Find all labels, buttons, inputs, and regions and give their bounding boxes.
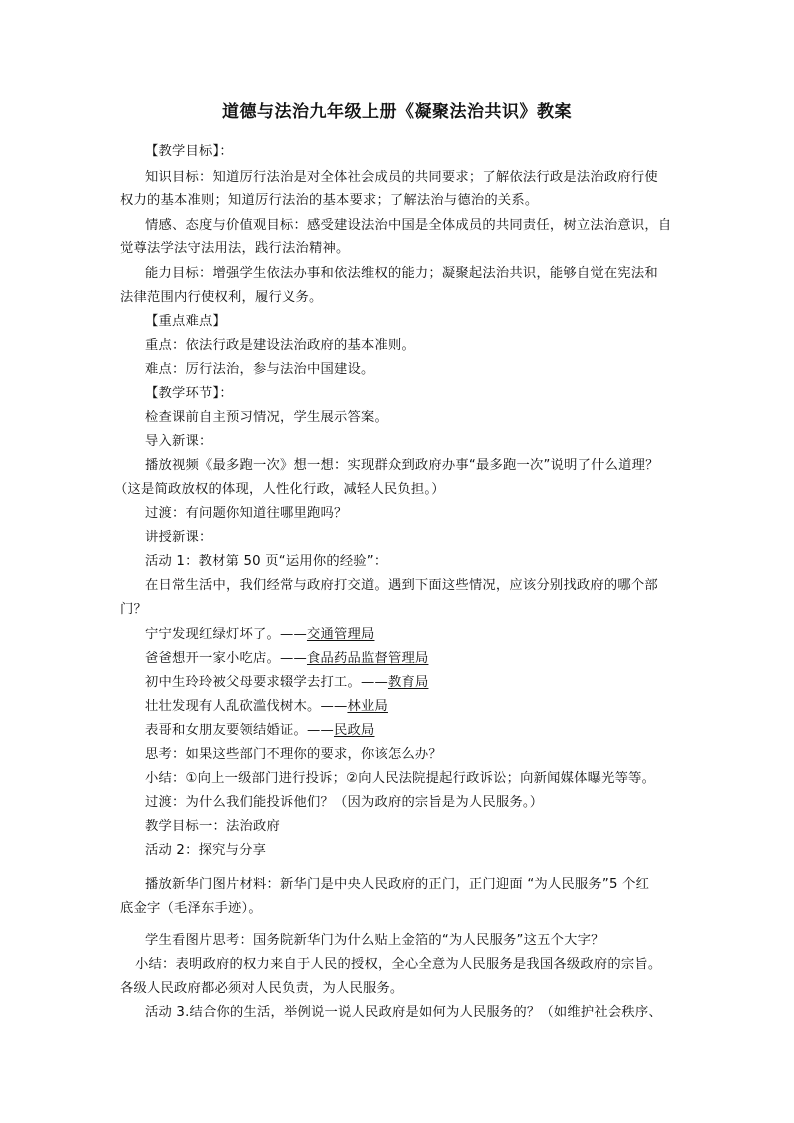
paragraph-line: 思考：如果这些部门不理你的要求，你该怎么办？	[145, 747, 442, 762]
scenario-answer: 民政局	[333, 723, 375, 738]
scenario-item	[145, 674, 428, 692]
section-heading-objectives: 【教学目标】：	[145, 144, 233, 159]
paragraph-line: 过渡：有问题你知道往哪里跑吗？	[145, 506, 348, 521]
paragraph-line: 能力目标：增强学生依法办事和依法维权的能力；凝聚起法治共识，能够自觉在宪法和	[145, 266, 658, 281]
scenario-text: 初中生玲玲被父母要求辍学去打工。——	[145, 675, 388, 690]
scenario-text: 宁宁发现红绿灯坏了。——	[145, 627, 307, 642]
paragraph-line: 播放视频《最多跑一次》想一想：实现群众到政府办事“最多跑一次”说明了什么道理？	[145, 458, 659, 473]
paragraph-line: 重点：依法行政是建设法治政府的基本准则。	[145, 338, 415, 353]
scenario-answer: 食品药品监督管理局	[306, 651, 429, 666]
scenario-answer: 教育局	[387, 675, 429, 690]
scenario-answer: 交通管理局	[306, 627, 375, 642]
paragraph-line: 权力的基本准则；知道厉行法治的基本要求；了解法治与德治的关系。	[120, 193, 539, 208]
scenario-answer: 林业局	[347, 699, 388, 714]
paragraph-line: 活动 3.结合你的生活，举例说一说人民政府是如何为人民服务的？（如维护社会秩序、	[145, 1005, 662, 1020]
paragraph-line: 觉尊法学法守法用法，践行法治精神。	[120, 241, 350, 256]
scenario-item	[145, 626, 374, 644]
paragraph-line: 门？	[120, 602, 147, 617]
paragraph-line: （这是简政放权的体现，人性化行政，减轻人民负担。）	[114, 482, 445, 497]
paragraph-line: 法律范围内行使权利，履行义务。	[120, 290, 323, 305]
paragraph-line: 小结：①向上一级部门进行投诉；②向人民法院提起行政诉讼；向新闻媒体曝光等等。	[145, 771, 656, 786]
document-title: 道德与法治九年级上册《凝聚法治共识》教案	[222, 102, 572, 122]
section-heading-key-points: 【重点难点】	[145, 314, 226, 329]
section-heading-steps: 【教学环节】：	[145, 386, 233, 401]
scenario-item	[145, 650, 428, 668]
paragraph-line: 播放新华门图片材料：新华门是中央人民政府的正门，正门迎面 “为人民服务”5 个红	[145, 877, 650, 892]
paragraph-line: 底金字（毛泽东手迹）。	[120, 901, 262, 916]
paragraph-line: 小结：表明政府的权力来自于人民的授权，全心全意为人民服务是我国各级政府的宗旨。	[135, 957, 662, 972]
paragraph-line: 检查课前自主预习情况，学生展示答案。	[145, 410, 388, 425]
paragraph-line: 各级人民政府都必须对人民负责，为人民服务。	[120, 981, 404, 996]
scenario-text: 表哥和女朋友要领结婚证。——	[145, 723, 334, 738]
paragraph-line: 知识目标：知道厉行法治是对全体社会成员的共同要求；了解依法行政是法治政府行使	[145, 170, 658, 185]
scenario-item	[145, 722, 374, 740]
paragraph-line: 活动 1：教材第 50 页“运用你的经验”：	[145, 554, 388, 569]
paragraph-line: 学生看图片思考：国务院新华门为什么贴上金箔的“为人民服务”这五个大字？	[145, 933, 605, 948]
scenario-item	[145, 698, 388, 716]
paragraph-line: 过渡：为什么我们能投诉他们？（因为政府的宗旨是为人民服务。）	[145, 795, 544, 810]
paragraph-line: 情感、态度与价值观目标：感受建设法治中国是全体成员的共同责任，树立法治意识，自	[145, 218, 672, 233]
paragraph-line: 讲授新课：	[145, 530, 213, 545]
paragraph-line: 教学目标一：法治政府	[145, 819, 280, 834]
scenario-text: 爸爸想开一家小吃店。——	[145, 651, 307, 666]
paragraph-line: 活动 2：探究与分享	[145, 843, 267, 858]
paragraph-line: 导入新课：	[145, 434, 213, 449]
paragraph-line: 在日常生活中，我们经常与政府打交道。遇到下面这些情况，应该分别找政府的哪个部	[145, 578, 658, 593]
paragraph-line: 难点：厉行法治，参与法治中国建设。	[145, 362, 375, 377]
scenario-text: 壮壮发现有人乱砍滥伐树木。——	[145, 699, 348, 714]
